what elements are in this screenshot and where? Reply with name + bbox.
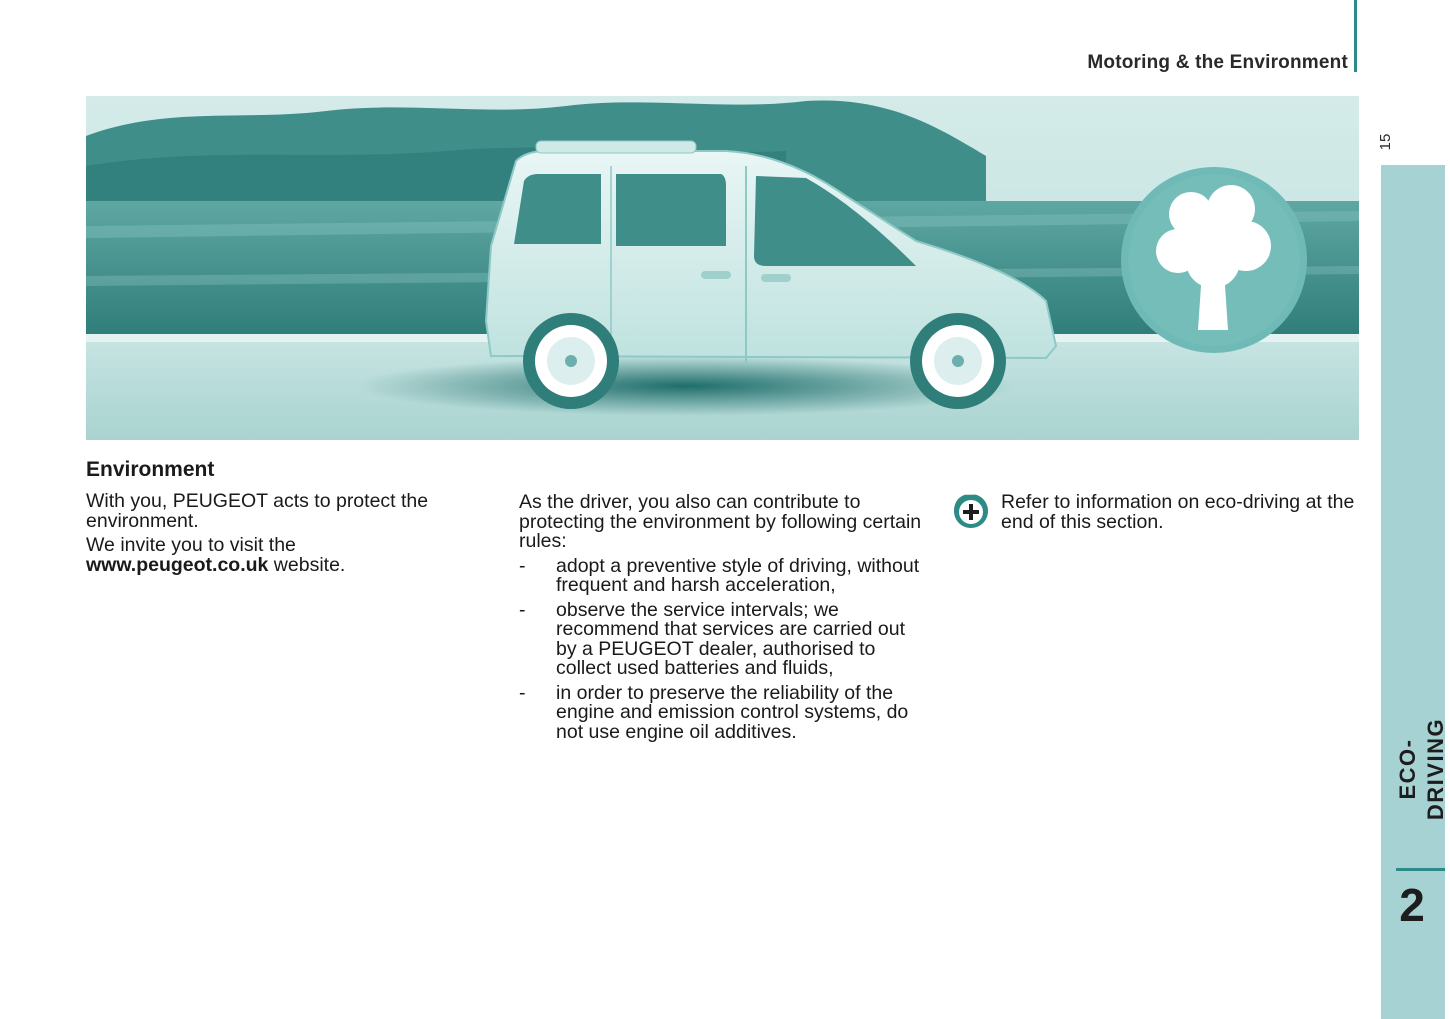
chapter-divider: [1396, 868, 1445, 871]
header-divider: [1354, 0, 1357, 72]
website-paragraph: [86, 536, 486, 575]
note-column: [1001, 493, 1371, 532]
list-item: [519, 598, 924, 679]
plus-info-icon: [953, 493, 989, 529]
bullet-marker: -: [519, 554, 526, 577]
list-item-text: in order to preserve the reliability of the engine and emission control systems, do not use engine oil additives.: [556, 681, 909, 743]
rules-intro: As the driver, you also can contribute to protecting the environment by following certain rules:: [519, 491, 922, 552]
list-item: [519, 554, 924, 596]
page-number: 15: [1377, 133, 1394, 151]
section-heading: Environment: [86, 458, 215, 481]
section-title: Motoring & the Environment: [1087, 52, 1348, 73]
website-link[interactable]: www.peugeot.co.uk: [86, 553, 269, 576]
eco-driving-note: Refer to information on eco-driving at the end of this section.: [1001, 491, 1355, 533]
chapter-label: ECO-DRIVING: [1395, 717, 1448, 821]
list-item-text: observe the service intervals; we recommend that services are carried out by a PEUGEOT dealer, authorised to collect used batteries and fluids,: [556, 598, 905, 679]
chapter-number: 2: [1399, 879, 1425, 931]
rules-list: [519, 554, 924, 743]
list-item-text: adopt a preventive style of driving, without frequent and harsh acceleration,: [556, 554, 920, 596]
driver-rules-column: [519, 493, 924, 747]
website-intro: We invite you to visit the: [86, 534, 296, 556]
environment-column: [86, 458, 486, 575]
hero-image: [86, 96, 1359, 440]
website-suffix: website.: [268, 553, 346, 576]
bullet-marker: -: [519, 598, 526, 621]
intro-paragraph: With you, PEUGEOT acts to protect the environment.: [86, 490, 429, 532]
tree-icon: [1121, 167, 1307, 353]
list-item: [519, 681, 924, 743]
bullet-marker: -: [519, 681, 526, 704]
